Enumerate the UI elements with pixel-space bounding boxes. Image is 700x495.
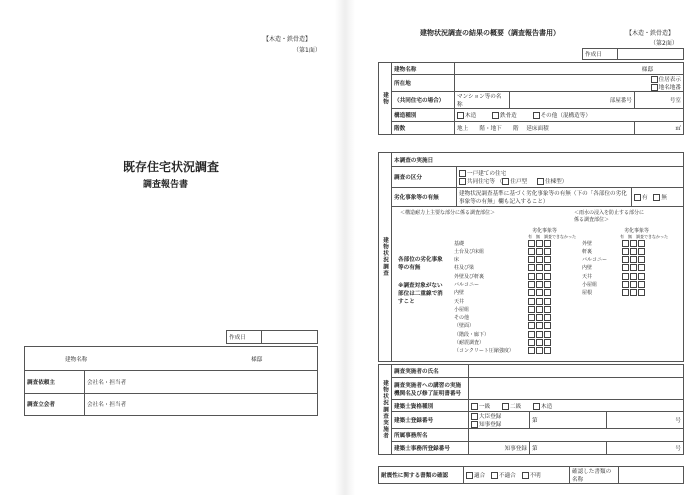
- collective-checkbox[interactable]: [459, 178, 466, 185]
- structural-col-header: 劣化事象等: [532, 227, 558, 234]
- structural-part-yes-checkbox[interactable]: [528, 339, 535, 346]
- rain-part-no-checkbox[interactable]: [630, 264, 637, 271]
- structural-part-unable-checkbox[interactable]: [544, 314, 551, 321]
- condo-name-label: マンション等の名称: [455, 92, 510, 109]
- rain-part-row: [582, 240, 648, 248]
- rain-header: ＜雨水の浸入を防止する部分に係る調査部位＞: [574, 209, 645, 223]
- cover-title: 既存住宅状況調査: [123, 160, 220, 174]
- structural-part-label: バルコニー: [454, 282, 480, 288]
- wood-class-checkbox[interactable]: [533, 403, 540, 410]
- rain-part-no-checkbox[interactable]: [630, 281, 637, 288]
- other-struct-option: その他（混構造等）: [540, 113, 591, 119]
- structural-part-unable-checkbox[interactable]: [544, 264, 551, 271]
- rain-part-unable-checkbox[interactable]: [638, 289, 645, 296]
- structural-part-unable-checkbox[interactable]: [544, 289, 551, 296]
- inspector-section: [378, 364, 684, 455]
- unknown-option: 不明: [529, 473, 541, 479]
- wood-option: 木造: [465, 113, 477, 119]
- structural-part-label: その他: [454, 315, 470, 322]
- arch-type-label: 建築士資格種別: [392, 400, 469, 412]
- date-field[interactable]: [262, 331, 318, 344]
- second-class-checkbox[interactable]: [502, 403, 509, 410]
- building-type-option: 住棟型: [544, 179, 562, 186]
- cover-info-table: [24, 346, 318, 416]
- structural-part-unable-checkbox[interactable]: [544, 347, 551, 354]
- rain-part-unable-checkbox[interactable]: [638, 264, 645, 271]
- wood-checkbox[interactable]: [457, 112, 464, 119]
- yes-option: 有: [642, 194, 648, 201]
- address-label: 所在地: [392, 75, 455, 92]
- structure-label: 構造種別: [392, 109, 455, 122]
- rain-part-label: 小屋組: [582, 282, 598, 288]
- left-page-label: （第1面）: [293, 47, 321, 54]
- cover-page: [8, 10, 323, 480]
- rain-part-yes-checkbox[interactable]: [622, 240, 629, 247]
- structural-part-row: [454, 298, 554, 306]
- witness-field[interactable]: 会社名・担当者: [85, 393, 318, 415]
- structural-part-yes-checkbox[interactable]: [528, 273, 535, 280]
- structural-part-yes-checkbox[interactable]: [528, 256, 535, 263]
- structural-part-label: 柱及び梁: [454, 265, 475, 272]
- rain-part-no-checkbox[interactable]: [630, 256, 637, 263]
- structural-part-row: [454, 289, 554, 297]
- date-label: 作成日: [227, 331, 262, 344]
- condo-label: （共同住宅の場合）: [392, 92, 455, 109]
- structural-part-label: 天井: [454, 298, 465, 305]
- rain-part-label: 軒裏: [582, 248, 593, 255]
- structural-part-row: [454, 240, 554, 248]
- requester-label: 調査依頼主: [25, 371, 85, 393]
- rain-part-yes-checkbox[interactable]: [622, 289, 629, 296]
- first-class-checkbox[interactable]: [471, 403, 478, 410]
- structural-part-unable-checkbox[interactable]: [544, 281, 551, 288]
- left-header-tag: 【木造・鉄骨造】: [263, 36, 312, 43]
- structural-part-label: （耐震調査）: [454, 340, 485, 347]
- deterioration-desc: 建物状況調査基準に基づく劣化事象等の有無（下の「各部位の劣化事象等の有無」欄も記入すること）: [457, 187, 632, 206]
- structural-part-yes-checkbox[interactable]: [528, 306, 535, 313]
- structural-part-label: （階段・廊下）: [454, 331, 490, 338]
- other-struct-checkbox[interactable]: [533, 112, 540, 119]
- structural-part-row: [454, 322, 554, 330]
- rain-part-row: [582, 248, 648, 256]
- lot-option: 地名地番: [658, 85, 681, 91]
- building-type-checkbox[interactable]: [537, 178, 544, 185]
- structural-part-unable-checkbox[interactable]: [544, 256, 551, 263]
- rain-part-row: [582, 264, 648, 272]
- training-field[interactable]: [469, 378, 684, 400]
- rain-part-row: [582, 289, 648, 297]
- rain-part-no-checkbox[interactable]: [630, 240, 637, 247]
- structural-col-sub: 有 無 調査できなかった: [528, 233, 576, 239]
- room-suffix: 号室: [635, 92, 684, 109]
- rain-part-label: 内壁: [582, 265, 593, 272]
- structural-part-yes-checkbox[interactable]: [528, 248, 535, 255]
- building-section: [378, 62, 684, 135]
- rain-part-no-checkbox[interactable]: [630, 289, 637, 296]
- structural-part-label: 外壁及び軒裏: [454, 273, 485, 280]
- rain-part-yes-checkbox[interactable]: [622, 248, 629, 255]
- parts-cell: [392, 206, 684, 361]
- structural-part-row: [454, 331, 554, 339]
- structural-part-yes-checkbox[interactable]: [528, 322, 535, 329]
- rain-part-yes-checkbox[interactable]: [622, 281, 629, 288]
- structural-part-label: 土台及び床組: [454, 248, 485, 255]
- structural-part-no-checkbox[interactable]: [536, 273, 543, 280]
- residence-checkbox[interactable]: [651, 76, 658, 83]
- structural-part-row: [454, 281, 554, 289]
- structural-part-unable-checkbox[interactable]: [544, 306, 551, 313]
- structural-part-row: [454, 306, 554, 314]
- structural-part-row: [454, 339, 554, 347]
- parts-label: 各部位の劣化事象等の有無: [398, 256, 443, 271]
- conform-option: 適合: [474, 473, 486, 479]
- minister-checkbox[interactable]: [471, 413, 478, 420]
- cover-subtitle: 調査報告書: [143, 180, 189, 190]
- structural-part-row: [454, 264, 554, 272]
- section-survey: 建物状況調査: [379, 153, 392, 362]
- structural-part-row: [454, 314, 554, 322]
- rain-parts-list: [582, 240, 648, 298]
- first-class-option: 一級: [479, 403, 491, 410]
- office-field[interactable]: [469, 429, 684, 442]
- right-page-label: （第2面）: [650, 40, 678, 47]
- rain-part-unable-checkbox[interactable]: [638, 240, 645, 247]
- structural-part-yes-checkbox[interactable]: [528, 331, 535, 338]
- rain-part-unable-checkbox[interactable]: [638, 256, 645, 263]
- room-label: 部屋番号: [510, 92, 635, 109]
- structural-part-no-checkbox[interactable]: [536, 248, 543, 255]
- structural-part-no-checkbox[interactable]: [536, 240, 543, 247]
- wood-class-option: 木造: [540, 403, 553, 410]
- deterioration-no-checkbox[interactable]: [653, 194, 660, 201]
- floors-label: 階数: [392, 122, 455, 135]
- structural-part-no-checkbox[interactable]: [536, 347, 543, 354]
- office-reg-label: 建築士事務所登録番号: [392, 442, 469, 455]
- nonconform-option: 不適合: [498, 473, 516, 479]
- structural-part-no-checkbox[interactable]: [536, 314, 543, 321]
- structural-part-no-checkbox[interactable]: [536, 331, 543, 338]
- structural-part-yes-checkbox[interactable]: [528, 240, 535, 247]
- structural-part-no-checkbox[interactable]: [536, 264, 543, 271]
- structural-part-row: [454, 248, 554, 256]
- building-suffix: 様邸: [251, 356, 263, 363]
- structural-part-label: （コンクリート圧縮強度）: [454, 348, 514, 355]
- summary-page: [360, 10, 698, 490]
- rain-part-label: 屋根: [582, 290, 593, 297]
- structural-part-unable-checkbox[interactable]: [544, 298, 551, 305]
- doc-name-label: 確認した書類の名称: [570, 467, 619, 484]
- structural-part-yes-checkbox[interactable]: [528, 298, 535, 305]
- structural-part-no-checkbox[interactable]: [536, 281, 543, 288]
- left-date-table: [226, 330, 318, 344]
- structural-part-unable-checkbox[interactable]: [544, 273, 551, 280]
- steel-checkbox[interactable]: [492, 112, 499, 119]
- summary-title: 建物状況調査の結果の概要（調査報告書用）: [420, 29, 560, 37]
- lot-checkbox[interactable]: [651, 84, 658, 91]
- unit-option: 住戸型: [510, 179, 528, 186]
- office-reg-go: 号: [606, 442, 683, 455]
- rain-col-header: 劣化事象等: [624, 227, 650, 234]
- structural-part-unable-checkbox[interactable]: [544, 331, 551, 338]
- structural-part-label: 床: [454, 257, 460, 264]
- compliance-label: 耐震性に関する書類の確認: [379, 467, 464, 484]
- structural-part-unable-checkbox[interactable]: [544, 339, 551, 346]
- witness-label: 調査立会者: [25, 393, 85, 415]
- office-reg-dai: 第: [530, 442, 607, 455]
- residence-option: 住居表示: [658, 77, 681, 83]
- structural-part-yes-checkbox[interactable]: [528, 314, 535, 321]
- right-date-field[interactable]: [618, 49, 684, 60]
- no-option: 無: [661, 194, 667, 201]
- training-label: 調査実施者への講習の実施機関名及び修了証明書番号: [392, 378, 469, 400]
- date-impl-label: 本調査の実施日: [392, 153, 684, 167]
- rain-part-row: [582, 281, 648, 289]
- structural-header: ＜構造耐力上主要な部分に係る調査部位＞: [400, 209, 496, 216]
- inspector-name-label: 調査実施者の氏名: [392, 365, 469, 378]
- rain-part-no-checkbox[interactable]: [630, 273, 637, 280]
- detached-checkbox[interactable]: [459, 170, 466, 177]
- parts-note: ※調査対象がない部位は二重線で消すこと: [398, 282, 443, 305]
- survey-section: 建物状況調査 本調査の実施日 調査の区分 一戸建ての住宅 共同住宅等 （ 住戸型 住棟型） 劣化事象等の有無 建物状況調査基準に基づく劣化事象等の有無（下の「各部位の劣化事象等の有無」欄も記入すること） 有 無 ＜構造耐力上主要な部分に係る調査部位＞ ＜雨水の浸入を防止する部分に係る調査部位＞ 各部位の劣化事象等の有無 ※調査対象がない部位は二重線で消すこと 劣化事象等 有 無 調査できなかった 劣化事象等 有 無 調査できなかった 基礎 土台及び床組 床 柱及び梁 外壁及び軒裏 バルコニー 内壁 天井 小屋組 その他 （壁面） （階段・廊下） （耐震調査） （コンクリート圧縮強度） 外壁 軒裏 バルコニー 内壁 天井 小屋組 屋根: [378, 152, 684, 362]
- rain-part-label: 天井: [582, 273, 593, 280]
- structural-part-no-checkbox[interactable]: [536, 306, 543, 313]
- structural-part-yes-checkbox[interactable]: [528, 289, 535, 296]
- doc-name-field[interactable]: [619, 467, 684, 484]
- rain-part-yes-checkbox[interactable]: [622, 256, 629, 263]
- section-building: 建物: [379, 63, 392, 135]
- detached-option: 一戸建ての住宅: [467, 171, 507, 178]
- arch-reg-go: 号: [606, 412, 683, 429]
- minister-option: 大臣登録: [479, 414, 502, 420]
- rain-col-sub: 有 無 調査できなかった: [620, 233, 668, 239]
- building-name-label: 建物名称: [65, 356, 88, 363]
- inspector-name-field[interactable]: [469, 365, 684, 378]
- structural-part-label: 基礎: [454, 240, 465, 247]
- rain-part-yes-checkbox[interactable]: [622, 273, 629, 280]
- rain-part-unable-checkbox[interactable]: [638, 273, 645, 280]
- structural-part-yes-checkbox[interactable]: [528, 281, 535, 288]
- structural-part-no-checkbox[interactable]: [536, 322, 543, 329]
- deterioration-yes-checkbox[interactable]: [634, 194, 641, 201]
- unknown-checkbox[interactable]: [522, 472, 529, 479]
- requester-field[interactable]: 会社名・担当者: [85, 371, 318, 393]
- rain-part-label: 外壁: [582, 240, 593, 247]
- rain-part-row: [582, 273, 648, 281]
- floors-value: 地上 階・地下 階: [457, 126, 519, 132]
- collective-option: 共同住宅等: [467, 179, 495, 186]
- right-date-table: [582, 48, 684, 60]
- structural-part-label: （壁面）: [454, 323, 475, 330]
- structural-part-label: 小屋組: [454, 306, 470, 313]
- area-unit: ㎡: [635, 122, 684, 135]
- office-label: 所属事務所名: [392, 429, 469, 442]
- structural-part-yes-checkbox[interactable]: [528, 347, 535, 354]
- structural-part-no-checkbox[interactable]: [536, 339, 543, 346]
- rain-part-row: [582, 256, 648, 264]
- conform-checkbox[interactable]: [466, 472, 473, 479]
- structural-part-row: [454, 273, 554, 281]
- structural-part-no-checkbox[interactable]: [536, 298, 543, 305]
- section-inspector: 建物状況調査実施者: [379, 365, 392, 455]
- arch-reg-dai: 第: [530, 412, 607, 429]
- structural-part-row: [454, 347, 554, 355]
- steel-option: 鉄骨造: [499, 113, 517, 119]
- deterioration-label: 劣化事象等の有無: [392, 187, 457, 206]
- office-governor-reg: 知事登録: [469, 442, 530, 455]
- rain-part-no-checkbox[interactable]: [630, 248, 637, 255]
- structural-parts-list: [454, 240, 554, 356]
- name-suffix: 様邸: [455, 63, 684, 75]
- structural-part-unable-checkbox[interactable]: [544, 240, 551, 247]
- right-header-tag: 【木造・鉄骨造】: [626, 30, 675, 37]
- structural-part-no-checkbox[interactable]: [536, 289, 543, 296]
- unit-checkbox[interactable]: [502, 178, 509, 185]
- name-label: 建物名称: [392, 63, 455, 75]
- rain-part-unable-checkbox[interactable]: [638, 281, 645, 288]
- page-gutter: [335, 0, 355, 495]
- structural-part-unable-checkbox[interactable]: [544, 322, 551, 329]
- structural-part-unable-checkbox[interactable]: [544, 248, 551, 255]
- nonconform-checkbox[interactable]: [491, 472, 498, 479]
- rain-part-unable-checkbox[interactable]: [638, 248, 645, 255]
- structural-part-yes-checkbox[interactable]: [528, 264, 535, 271]
- structural-part-label: 内壁: [454, 290, 465, 297]
- compliance-row: [378, 466, 684, 484]
- second-class-option: 二級: [509, 403, 522, 410]
- arch-reg-label: 建築士登録番号: [392, 412, 469, 429]
- category-label: 調査の区分: [392, 167, 457, 188]
- area-label: 延床面積: [526, 126, 549, 132]
- rain-part-yes-checkbox[interactable]: [622, 264, 629, 271]
- governor-option: 知事登録: [479, 422, 502, 428]
- right-date-label: 作成日: [583, 49, 618, 60]
- governor-checkbox[interactable]: [471, 421, 478, 428]
- structural-part-no-checkbox[interactable]: [536, 256, 543, 263]
- rain-part-label: バルコニー: [582, 257, 608, 264]
- structural-part-row: [454, 256, 554, 264]
